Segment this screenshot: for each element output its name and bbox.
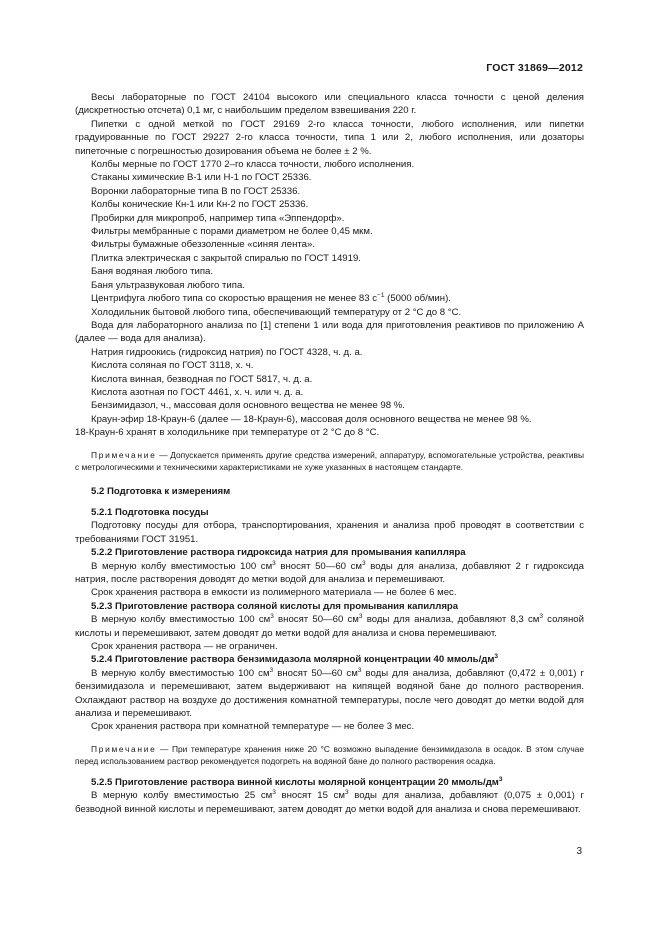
reagent-item: Натрия гидроокись (гидроксид натрия) по ГОСТ 4328, ч. д. а. — [91, 346, 363, 358]
equipment-item: Холодильник бытовой любого типа, обеспечивающий температуру от 2 °С до 8 °С. — [91, 306, 462, 318]
reagent-item: Кислота соляная по ГОСТ 3118, х. ч. — [91, 360, 254, 372]
standard-header: ГОСТ 31869—2012 — [486, 62, 583, 74]
reagent-item: Кислота винная, безводная по ГОСТ 5817, ч. д. а. — [91, 373, 313, 385]
equipment-item: Весы лабораторные по ГОСТ 24104 высокого или специального класса точности с ценой деления (дискретностью отсчета) 0,1 мг, с наибольшим пределом взвешивания 220 г. — [75, 92, 584, 117]
section-5-2-2-title: 5.2.2 Приготовление раствора гидроксида натрия для промывания капилляра — [91, 547, 466, 559]
note-benzimidazole: Примечание — При температуре хранения ниже 20 °С возможно выпадение бензимидазола в осадок. В этом случае перед использованием раствор рекомендуется подогреть на водяной бане до полного растворения осадка. — [75, 743, 584, 766]
equipment-item-centrifuge: Центрифуга любого типа со скоростью вращения не менее 83 $с^{-1}$ (5000 об/мин). — [91, 292, 451, 305]
note-equipment: Примечание — Допускается применять другие средства измерений, аппаратуру, вспомогательные устройства, реактивы с метрологическими и техническими характеристиками не хуже указанных в настоящем стандарте. — [75, 449, 584, 472]
equipment-item: Пробирки для микропроб, например типа «Эппендорф». — [91, 212, 345, 224]
reagent-item: Вода для лабораторного анализа по [1] степени 1 или вода для приготовления реактивов по приложению А (далее — вода для анализа). — [75, 319, 584, 345]
equipment-item: Фильтры мембранные с порами диаметром не более 0,45 мкм. — [91, 226, 373, 238]
section-5-2-4-text: В мерную колбу вместимостью 100 $см^3$ вносят 50—60 $см^3$ воды для анализа, добавляют (0,472 ± 0,001) г бензимидазола и перемешивают, затем выдерживают на кипящей водяной бане до полного растворения. Охлаждают раствор на воздухе до достижения комнатной температуры, после чего доводят до метки водой для анализа и перемешивают. — [75, 666, 584, 720]
equipment-item: Колбы конические Кн-1 или Кн-2 по ГОСТ 25336. — [91, 199, 309, 211]
equipment-item: Фильтры бумажные обеззоленные «синяя лента». — [91, 239, 315, 251]
equipment-item: Воронки лабораторные типа В по ГОСТ 25336. — [91, 185, 301, 197]
reagent-item: Краун-эфир 18-Краун-6 (далее — 18-Краун-6), массовая доля основного вещества не менее 98 %. — [91, 413, 532, 425]
section-5-2-4-storage: Срок хранения раствора при комнатной температуре — не более 3 мес. — [91, 721, 415, 733]
section-5-2-3-text: В мерную колбу вместимостью 100 $см^3$ вносят 50—60 $см^3$ воды для анализа, добавляют 8,3 $см^3$ соляной кислоты и перемешивают, затем доводят до метки водой для анализа и снова перемешивают. — [75, 613, 584, 639]
section-5-2-title: 5.2 Подготовка к измерениям — [91, 485, 231, 497]
section-5-2-3-title: 5.2.3 Приготовление раствора соляной кислоты для промывания капилляра — [91, 600, 459, 612]
reagent-storage-note: 18-Краун-6 хранят в холодильнике при температуре от 2 °С до 8 °С. — [75, 427, 380, 439]
section-5-2-4-title: 5.2.4 Приготовление раствора бензимидазола молярной концентрации 40 ммоль/$дм^3$ — [91, 653, 499, 666]
section-5-2-1-title: 5.2.1 Подготовка посуды — [91, 506, 209, 518]
equipment-item: Баня водяная любого типа. — [91, 266, 214, 278]
equipment-item: Плитка электрическая с закрытой спиралью по ГОСТ 14919. — [91, 252, 361, 264]
section-5-2-3-storage: Срок хранения раствора — не ограничен. — [91, 641, 278, 653]
page-number: 3 — [576, 846, 582, 857]
section-5-2-5-title: 5.2.5 Приготовление раствора винной кислоты молярной концентрации 20 ммоль/$дм^3$ — [91, 775, 503, 788]
page-content — [75, 91, 584, 816]
equipment-item: Баня ультразвуковая любого типа. — [91, 279, 245, 291]
section-5-2-2-text: В мерную колбу вместимостью 100 $см^3$ вносят 50—60 $см^3$ воды для анализа, добавляют 2 г гидроксида натрия, после растворения доводят до метки водой для анализа и перемешивают. — [75, 559, 584, 585]
section-5-2-1-text: Подготовку посуды для отбора, транспортирования, хранения и анализа проб проводят в соответствии с требованиями ГОСТ 31951. — [75, 520, 584, 545]
section-5-2-2-storage: Срок хранения раствора в емкости из полимерного материала — не более 6 мес. — [91, 587, 457, 599]
section-5-2-5-text: В мерную колбу вместимостью 25 $см^3$ вносят 15 $см^3$ воды для анализа, добавляют (0,075 ± 0,001) г безводной винной кислоты и перемешивают, затем доводят до метки водой для анализа и снова перемешивают. — [75, 789, 584, 815]
reagent-item: Бензимидазол, ч., массовая доля основного вещества не менее 98 %. — [91, 400, 405, 412]
equipment-item: Пипетки с одной меткой по ГОСТ 29169 2-го класса точности, любого исполнения, или пипетки градуированные по ГОСТ 29227 2-го класса точности, типа 1 или 2, любого исполнения, или дозаторы пипеточные с погрешностью дозирования объема не более ± 2 %. — [75, 118, 584, 157]
equipment-item: Стаканы химические В-1 или Н-1 по ГОСТ 25336. — [91, 172, 312, 184]
reagent-item: Кислота азотная по ГОСТ 4461, х. ч. или ч. д. а. — [91, 386, 304, 398]
equipment-item: Колбы мерные по ГОСТ 1770 2–го класса точности, любого исполнения. — [91, 159, 415, 171]
